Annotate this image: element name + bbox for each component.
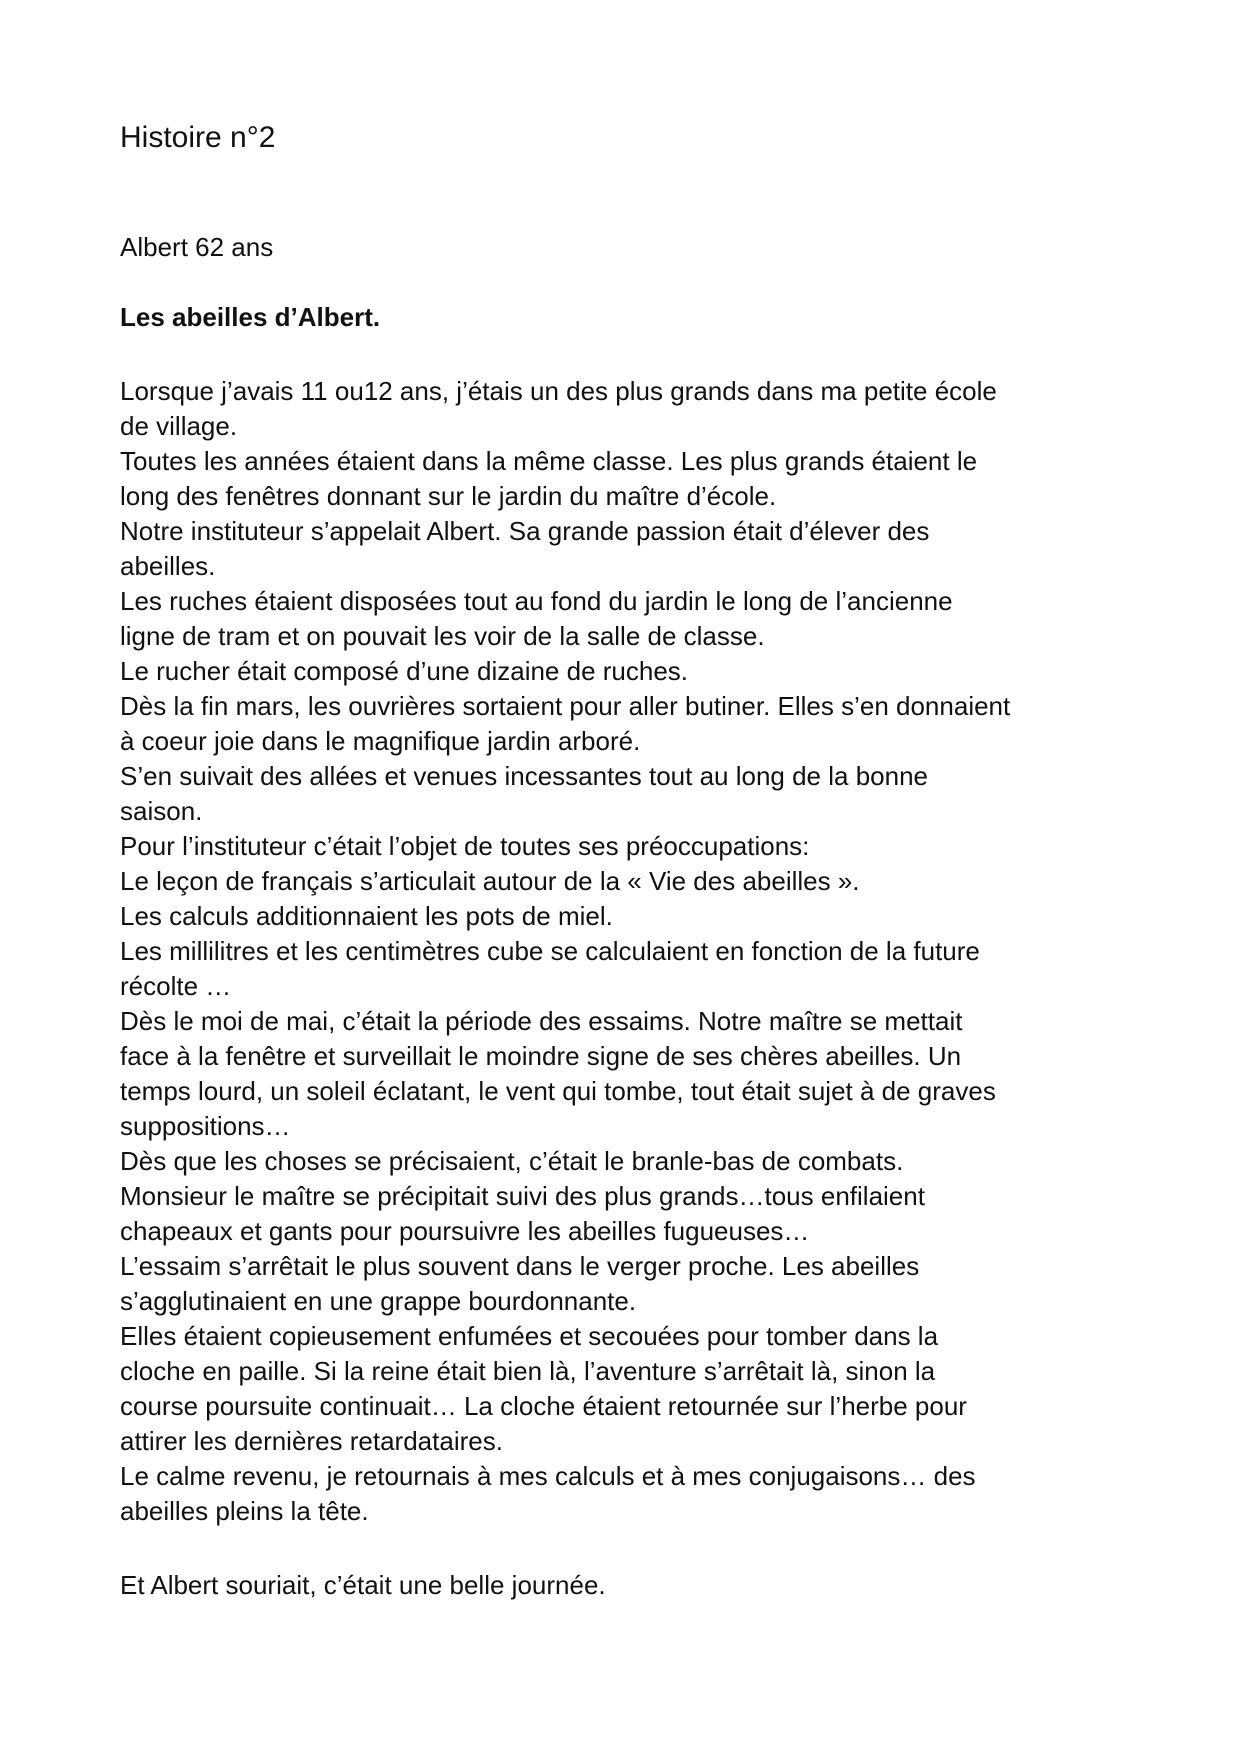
body-line: Dès la fin mars, les ouvrières sortaient pour aller butiner. Elles s’en donnaient [120,691,1011,721]
body-line: long des fenêtres donnant sur le jardin du maître d’école. [120,481,777,511]
author-line: Albert 62 ans [120,232,274,262]
body-line: attirer les dernières retardataires. [120,1426,503,1456]
body-line: course poursuite continuait… La cloche étaient retournée sur l’herbe pour [120,1391,967,1421]
body-line: Dès que les choses se précisaient, c’était le branle-bas de combats. [120,1146,904,1176]
body-line: Monsieur le maître se précipitait suivi des plus grands…tous enfilaient [120,1181,925,1211]
body-line: à coeur joie dans le magnifique jardin arboré. [120,726,641,756]
body-line: Les ruches étaient disposées tout au fond du jardin le long de l’ancienne [120,586,953,616]
body-line: Lorsque j’avais 11 ou12 ans, j’étais un des plus grands dans ma petite école [120,376,997,406]
body-line: suppositions… [120,1111,291,1141]
body-line: Notre instituteur s’appelait Albert. Sa grande passion était d’élever des [120,516,930,546]
body-line: de village. [120,411,238,441]
body-line: Les calculs additionnaient les pots de miel. [120,901,613,931]
body-line: récolte … [120,971,232,1001]
body-line: s’agglutinaient en une grappe bourdonnante. [120,1286,637,1316]
body-line: face à la fenêtre et surveillait le moindre signe de ses chères abeilles. Un [120,1041,962,1071]
body-line: Les millilitres et les centimètres cube se calculaient en fonction de la future [120,936,980,966]
body-line: Toutes les années étaient dans la même classe. Les plus grands étaient le [120,446,978,476]
body-line: Le leçon de français s’articulait autour de la « Vie des abeilles ». [120,866,860,896]
document-heading: Histoire n°2 [120,121,276,154]
body-line: temps lourd, un soleil éclatant, le vent qui tombe, tout était sujet à de graves [120,1076,996,1106]
body-line: Elles étaient copieusement enfumées et secouées pour tomber dans la [120,1321,939,1351]
body-line: ligne de tram et on pouvait les voir de la salle de classe. [120,621,765,651]
body-line: Pour l’instituteur c’était l’objet de toutes ses préoccupations: [120,831,810,861]
story-title: Les abeilles d’Albert. [120,302,381,332]
body-line: S’en suivait des allées et venues incessantes tout au long de la bonne [120,761,928,791]
body-line: abeilles pleins la tête. [120,1496,369,1526]
body-line: Le calme revenu, je retournais à mes calculs et à mes conjugaisons… des [120,1461,976,1491]
body-line: cloche en paille. Si la reine était bien là, l’aventure s’arrêtait là, sinon la [120,1356,936,1386]
body-line: abeilles. [120,551,216,581]
body-line: saison. [120,796,203,826]
body-line: Dès le moi de mai, c’était la période des essaims. Notre maître se mettait [120,1006,963,1036]
body-line: Le rucher était composé d’une dizaine de ruches. [120,656,689,686]
body-line: chapeaux et gants pour poursuivre les abeilles fugueuses… [120,1216,810,1246]
closing-line: Et Albert souriait, c’était une belle journée. [120,1570,606,1600]
body-line: L’essaim s’arrêtait le plus souvent dans le verger proche. Les abeilles [120,1251,920,1281]
story-body [120,374,1130,1529]
